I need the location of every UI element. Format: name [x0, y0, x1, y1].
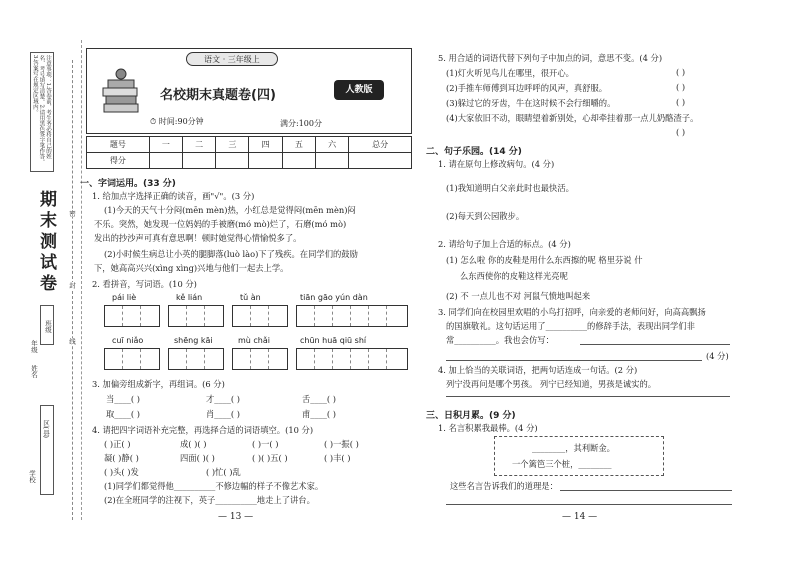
score-table-header [87, 137, 412, 153]
answer-paren[interactable]: ( ) [676, 127, 686, 137]
fill-blank[interactable]: ( )正( ) [104, 439, 131, 449]
question-text: (1)同学们都觉得他__________不修边幅的样子不像艺术家。 [104, 481, 324, 491]
district-label: 区(县) [42, 420, 50, 439]
answer-paren[interactable]: ( ) [676, 97, 686, 107]
subject-tag: 语文 · 三年级上 [186, 52, 278, 66]
cut-mark-line: 线 [68, 338, 76, 345]
fill-blank[interactable]: ( )忙( )乱 [206, 467, 241, 477]
writing-grid[interactable] [168, 348, 224, 370]
score-input[interactable] [183, 153, 216, 169]
edition-badge: 人教版 [334, 80, 384, 100]
section-heading: 一、字词运用。(33 分) [80, 179, 176, 189]
pinyin-label: kě lián [176, 293, 203, 302]
writing-grid[interactable] [168, 305, 224, 327]
answer-paren[interactable]: ( ) [676, 67, 686, 77]
exam-vertical-title: 期末测试卷 [36, 190, 56, 295]
writing-grid[interactable] [232, 305, 288, 327]
writing-grid[interactable] [232, 348, 288, 370]
question-text: (2)手推车师傅到耳边呼呼的风声，真舒服。 [446, 83, 608, 93]
question: 4. 请把四字词语补充完整，再选择合适的词语填空。(10 分) [92, 425, 314, 435]
question-text: (2)每天到公园散步。 [446, 211, 525, 221]
question-text: 发出的抄沙声可真有意思啊！顿时她觉得心情愉悦多了。 [94, 233, 302, 243]
pinyin-label: tiān gāo yún dàn [300, 293, 368, 302]
name-label: 姓名 [30, 365, 38, 378]
pinyin-label: tǔ àn [240, 293, 261, 302]
question-text: 不乐。突然，她发现一位妈妈的手被磨(mó mò)烂了，石磨(mó mò) [94, 219, 347, 229]
question: 2. 请给句子加上合适的标点。(4 分) [438, 239, 571, 249]
writing-grid[interactable] [104, 348, 160, 370]
cut-line [72, 60, 73, 520]
cut-mark-close: 封 [68, 282, 76, 289]
fill-blank[interactable]: ( )一( ) [252, 439, 279, 449]
fill-blank[interactable]: 当____( ) [106, 394, 141, 404]
score-input[interactable] [349, 153, 412, 169]
exam-score: 满分:100分 [280, 119, 322, 128]
question: 1. 给加点字选择正确的读音，画"√"。(3 分) [92, 191, 255, 201]
class-field[interactable] [40, 305, 54, 345]
exam-time [150, 116, 204, 127]
question: 4. 加上恰当的关联词语，把两句话连成一句话。(2 分) [438, 365, 638, 375]
fill-blank[interactable]: 肖____( ) [206, 409, 241, 419]
writing-grid[interactable] [296, 348, 408, 370]
question-text: (4)大家依旧不动，眼睛望着新别处，心却牵挂着那一点儿奶酪渣子。 [446, 113, 699, 123]
question-text: 列宁没再问是哪个男孩。 列宁已经知道，男孩是诚实的。 [446, 379, 657, 389]
exam-title: 名校期末真题卷(四) [160, 88, 276, 103]
answer-line[interactable] [446, 396, 730, 397]
fill-blank[interactable]: 成( )( ) [180, 439, 207, 449]
fill-blank[interactable]: ( )一振( ) [324, 439, 359, 449]
question: 1. 请在原句上修改病句。(4 分) [438, 159, 555, 169]
time-text: 时间:90分钟 [158, 117, 204, 126]
table-cell: 三 [216, 137, 249, 153]
punctuation-line[interactable]: 么东西使你的皮鞋这样光亮呢 [460, 271, 568, 281]
question: 3. 同学们向在校园里欢唱的小鸟打招呼，向亲爱的老师问好，向高高飘扬 [438, 307, 706, 317]
question: 1. 名言积累我最棒。(4 分) [438, 423, 538, 433]
table-cell: 四 [249, 137, 282, 153]
page-number: — 14 — [562, 512, 598, 522]
saying-line[interactable]: ________，其利断金。 [532, 443, 615, 453]
question-text: (2)在全班同学的注视下，英子__________地走上了讲台。 [104, 495, 315, 505]
pinyin-label: pái liè [112, 293, 137, 302]
question-text: (1)我知道明白父亲此时也最快活。 [446, 183, 574, 193]
clock-icon: ⏱ [150, 117, 157, 126]
score-input[interactable] [216, 153, 249, 169]
table-cell: 得分 [87, 153, 150, 169]
question-text: (2)小时候生病总让小英的腿脚落(luò lào)下了残疾。在同学们的鼓励 [104, 249, 358, 259]
punctuation-line[interactable]: (2) 不 一点儿也不对 河鼠气愤地叫起来 [446, 291, 591, 301]
question: 5. 用合适的词语代替下列句子中加点的词，意思不变。(4 分) [438, 53, 663, 63]
score-input[interactable] [249, 153, 282, 169]
table-cell: 一 [149, 137, 182, 153]
table-cell: 六 [315, 137, 348, 153]
score-table [86, 136, 412, 169]
section-heading: 二、句子乐园。(14 分) [426, 147, 522, 157]
grade-label: 年级 [30, 340, 38, 353]
question-text: 常__________。我也会仿写： [446, 335, 554, 345]
table-cell: 五 [282, 137, 315, 153]
section-heading: 三、日积月累。(9 分) [426, 411, 516, 421]
pinyin-label: shēng kāi [174, 336, 213, 345]
question: 3. 加偏旁组成新字，再组词。(6 分) [92, 379, 225, 389]
fill-blank[interactable]: 取____( ) [106, 409, 141, 419]
pinyin-label: mù chǎi [238, 336, 270, 345]
question-text: 这些名言告诉我们的道理是： [450, 481, 558, 491]
question-text: (1)今天的天气十分闷(mēn mèn)热，小红总是觉得闷(mēn mèn)闷 [104, 205, 356, 215]
school-label: 学校 [28, 470, 36, 483]
pinyin-label: cuī niǎo [112, 336, 144, 345]
writing-grid[interactable] [104, 305, 160, 327]
saying-line[interactable]: 一个篱笆三个桩，________ [512, 459, 612, 469]
fill-blank[interactable]: ( )( )五( ) [252, 453, 288, 463]
fill-blank[interactable]: 四面( )( ) [180, 453, 215, 463]
table-cell: 总分 [349, 137, 412, 153]
answer-line[interactable] [580, 344, 730, 345]
school-field[interactable] [40, 405, 54, 495]
cut-mark-seal: 密 [68, 210, 76, 217]
score-input[interactable] [149, 153, 182, 169]
answer-paren[interactable]: ( ) [676, 82, 686, 92]
points-label: (4 分) [706, 351, 729, 361]
exam-notice: 注意事项：1.答卷前，考生务必将自己的姓名、考号填写清楚。2.请用黑色签字笔作答。3.答案写在规定区域内。 [30, 52, 54, 172]
writing-grid[interactable] [296, 305, 408, 327]
fill-blank[interactable]: 舌____( ) [302, 394, 337, 404]
punctuation-line[interactable]: (1) 怎么啦 你的皮鞋是用什么东西擦的呢 格里芬说 什 [446, 255, 643, 265]
score-input[interactable] [282, 153, 315, 169]
question-text: 下，她高高兴兴(xìng xìng)兴地与他们一起去上学。 [94, 263, 289, 273]
answer-line[interactable] [446, 360, 702, 361]
pinyin-label: chūn huā qiū shí [300, 336, 367, 345]
table-cell: 题号 [87, 137, 150, 153]
fill-blank[interactable]: 甫____( ) [302, 409, 337, 419]
score-table-row [87, 153, 412, 169]
question: 2. 看拼音，写词语。(10 分) [92, 279, 197, 289]
score-input[interactable] [315, 153, 348, 169]
table-cell: 二 [183, 137, 216, 153]
fill-blank[interactable]: ( )头( )发 [104, 467, 139, 477]
fill-blank[interactable]: ( )丰( ) [324, 453, 351, 463]
fill-blank[interactable]: 凝( )静( ) [104, 453, 139, 463]
answer-line[interactable] [446, 504, 732, 505]
answer-line[interactable] [560, 490, 732, 491]
fill-blank[interactable]: 才____( ) [206, 394, 241, 404]
question-text: 的国旗敬礼。这句话运用了__________的修辞手法，表现出同学们非 [446, 321, 695, 331]
book-stack-icon [100, 66, 142, 120]
question-text: (3)躲过它的牙齿，牛在这时候不会行细嚼的。 [446, 98, 616, 108]
class-label: 班级 [44, 320, 52, 333]
page-number: — 13 — [218, 512, 254, 522]
question-text: (1)灯火听见鸟儿在哪里，很开心。 [446, 68, 574, 78]
